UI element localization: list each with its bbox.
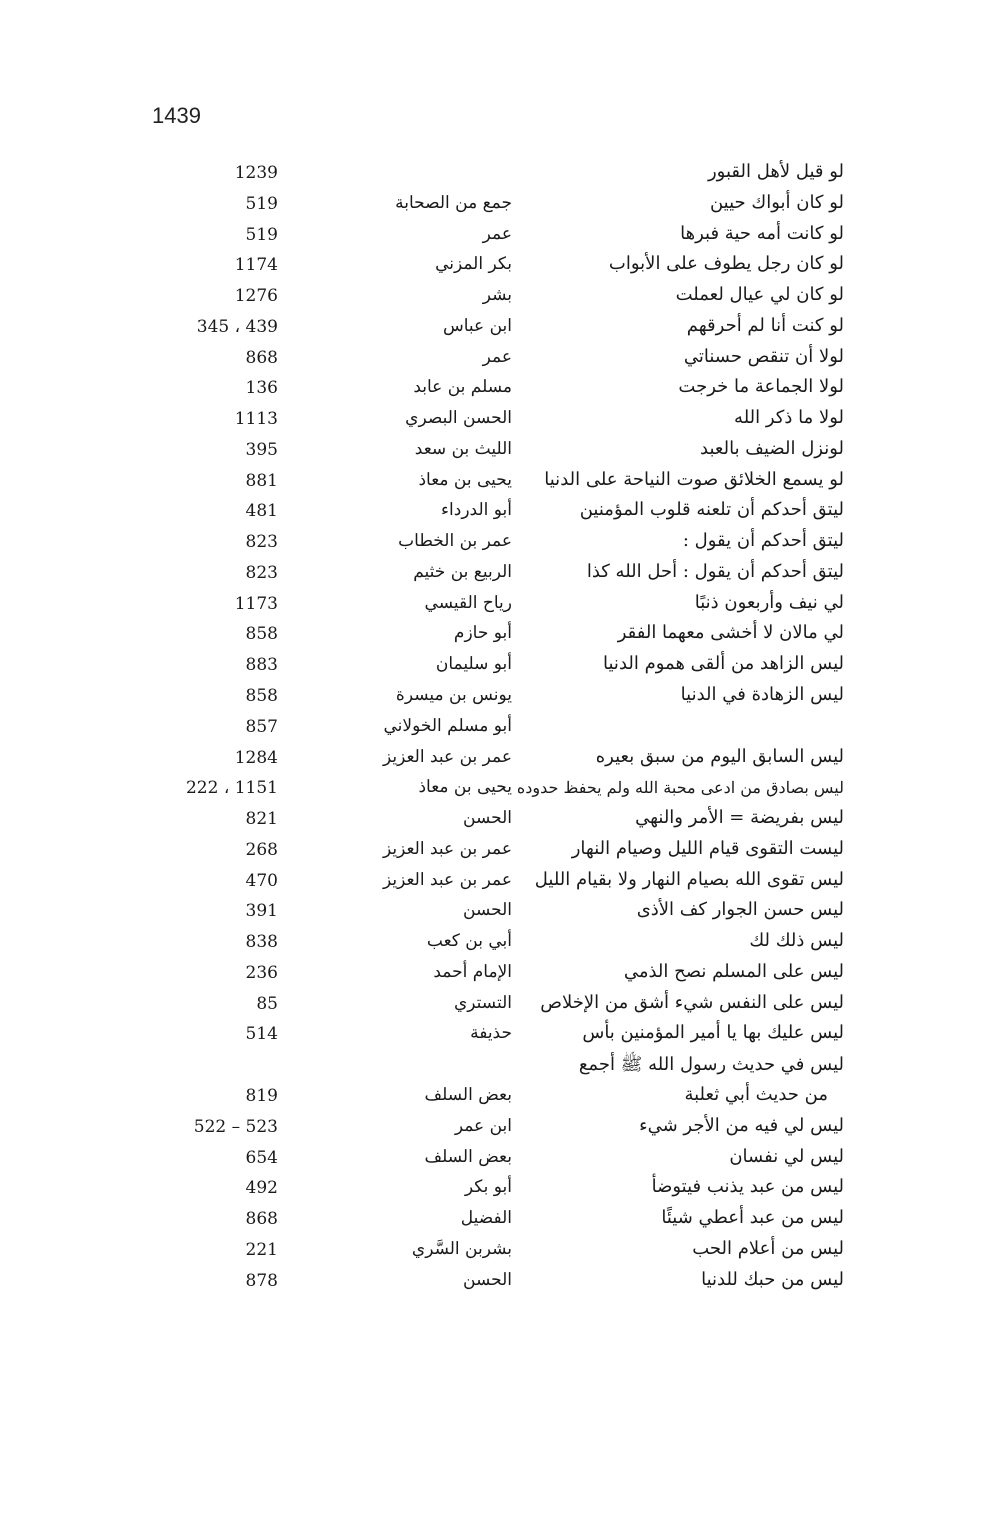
index-row xyxy=(0,1083,986,1114)
entry-narrator: يحيى بن معاذ xyxy=(418,777,512,798)
entry-phrase: ليس من عبد أعطي شيئًا xyxy=(661,1207,844,1229)
entry-narrator: ابن عباس xyxy=(442,315,512,336)
index-row xyxy=(0,468,986,499)
entry-phrase: لي مالان لا أخشى معهما الفقر xyxy=(617,622,844,644)
entry-narrator: أبو حازم xyxy=(453,623,512,644)
entry-page-ref: 878 xyxy=(245,1270,278,1291)
entry-narrator: بشربن السَّري xyxy=(411,1238,512,1259)
entry-phrase: لو كان أبواك حيين xyxy=(709,191,844,213)
entry-page-ref: 481 xyxy=(245,501,278,522)
entry-page-ref: 868 xyxy=(245,1209,278,1230)
page-number: 1439 xyxy=(152,103,201,128)
index-row xyxy=(0,1021,986,1052)
entry-page-ref: 1284 xyxy=(234,747,278,768)
entry-phrase: ليس تقوى الله بصيام النهار ولا بقيام الليل xyxy=(534,868,844,890)
entry-narrator: جمع من الصحابة xyxy=(395,192,512,213)
entry-page-ref: 1276 xyxy=(234,286,278,307)
entry-page-ref: 1113 xyxy=(234,409,278,430)
entry-phrase: ليس ذلك لك xyxy=(749,930,844,952)
entry-phrase: ليست التقوى قيام الليل وصيام النهار xyxy=(571,837,844,859)
index-row xyxy=(0,991,986,1022)
index-row xyxy=(0,1237,986,1268)
entry-page-ref: 236 xyxy=(245,962,278,983)
index-row xyxy=(0,806,986,837)
entry-page-ref: 345 ، 439 xyxy=(196,316,278,337)
index-row xyxy=(0,1052,986,1083)
entry-phrase: لولا أن تنقص حسناتي xyxy=(683,345,844,367)
entry-phrase: ليتق أحدكم أن يقول : xyxy=(682,530,844,552)
entry-page-ref: 821 xyxy=(245,809,278,830)
entry-phrase: ليس السابق اليوم من سبق بعيره xyxy=(595,745,844,767)
entry-page-ref: 823 xyxy=(245,562,278,583)
entry-page-ref: 492 xyxy=(245,1178,278,1199)
entry-phrase: ليس من حبك للدنيا xyxy=(701,1268,844,1290)
index-row xyxy=(0,714,986,745)
entry-narrator: الحسن xyxy=(463,900,512,921)
entry-narrator: الحسن البصري xyxy=(405,408,512,429)
entry-phrase: لو قيل لأهل القبور xyxy=(707,161,844,182)
index-row xyxy=(0,898,986,929)
entry-narrator: التستري xyxy=(453,992,512,1013)
entry-narrator: أبو بكر xyxy=(464,1177,512,1198)
entry-page-ref: 519 xyxy=(245,193,278,214)
index-row xyxy=(0,745,986,776)
entry-phrase: لونزل الضيف بالعبد xyxy=(700,437,844,459)
entry-phrase: ليتق أحدكم أن يقول : أحل الله كذا xyxy=(586,560,844,582)
entry-page-ref: 868 xyxy=(245,347,278,368)
entry-page-ref: 819 xyxy=(245,1085,278,1106)
entry-page-ref: 395 xyxy=(245,439,278,460)
index-row xyxy=(0,437,986,468)
entry-narrator: أبي بن كعب xyxy=(426,931,512,952)
index-row xyxy=(0,1114,986,1145)
entry-narrator: أبو سليمان xyxy=(435,654,512,675)
entry-page-ref: 881 xyxy=(245,470,278,491)
entry-narrator: بعض السلف xyxy=(424,1146,512,1167)
entry-page-ref: 858 xyxy=(245,624,278,645)
entry-narrator: أبو الدرداء xyxy=(441,500,512,521)
index-table xyxy=(0,160,986,1298)
entry-narrator: الحسن xyxy=(463,808,512,829)
entry-phrase: ليس حسن الجوار كف الأذى xyxy=(636,899,844,921)
entry-page-ref: 1239 xyxy=(234,163,278,183)
entry-page-ref: 883 xyxy=(245,655,278,676)
entry-narrator: عمر xyxy=(482,346,512,367)
entry-narrator: عمر بن عبد العزيز xyxy=(382,746,512,767)
index-row xyxy=(0,252,986,283)
entry-phrase: لو كنت أنا لم أحرقهم xyxy=(686,314,844,336)
entry-page-ref: 136 xyxy=(245,378,278,399)
entry-phrase: من حديث أبي ثعلبة xyxy=(684,1083,828,1105)
entry-narrator: أبو مسلم الخولاني xyxy=(383,715,512,736)
entry-narrator: بكر المزني xyxy=(435,254,512,275)
index-row xyxy=(0,591,986,622)
entry-phrase: لولا الجماعة ما خرجت xyxy=(678,376,844,398)
entry-phrase: ليس على المسلم نصح الذمي xyxy=(623,960,844,982)
entry-narrator: بشر xyxy=(482,285,512,306)
entry-narrator: عمر xyxy=(482,223,512,244)
entry-narrator: ابن عمر xyxy=(454,1115,512,1136)
entry-narrator: مسلم بن عابد xyxy=(413,377,512,398)
entry-phrase: ليس من أعلام الحب xyxy=(692,1237,844,1259)
entry-page-ref: 514 xyxy=(245,1024,278,1045)
entry-phrase: لو يسمع الخلائق صوت النياحة على الدنيا xyxy=(544,468,844,490)
entry-narrator: حذيفة xyxy=(470,1023,512,1044)
index-row xyxy=(0,406,986,437)
index-row xyxy=(0,1206,986,1237)
entry-page-ref: 1173 xyxy=(234,593,278,614)
entry-phrase: ليس في حديث رسول الله ﷺ أجمع xyxy=(578,1054,844,1076)
index-row xyxy=(0,621,986,652)
index-row xyxy=(0,160,986,191)
entry-page-ref: 519 xyxy=(245,224,278,245)
entry-phrase: ليس بفريضة = الأمر والنهي xyxy=(635,807,844,829)
entry-page-ref: 470 xyxy=(245,870,278,891)
entry-phrase: لولا ما ذكر الله xyxy=(734,407,844,429)
entry-phrase: لو كانت أمه حية فبرها xyxy=(680,222,844,244)
index-row xyxy=(0,652,986,683)
index-row xyxy=(0,222,986,253)
entry-phrase: ليس الزاهد من ألقى هموم الدنيا xyxy=(603,653,844,675)
index-row xyxy=(0,191,986,222)
index-row xyxy=(0,375,986,406)
entry-phrase: ليس عليك بها يا أمير المؤمنين بأس xyxy=(582,1022,844,1044)
index-row xyxy=(0,314,986,345)
index-row xyxy=(0,529,986,560)
entry-narrator: الفضيل xyxy=(460,1208,512,1229)
entry-page-ref: 221 xyxy=(245,1239,278,1260)
index-row xyxy=(0,345,986,376)
entry-phrase: لو كان رجل يطوف على الأبواب xyxy=(608,253,844,275)
entry-narrator: بعض السلف xyxy=(424,1084,512,1105)
index-row xyxy=(0,560,986,591)
entry-phrase: ليس لي فيه من الأجر شيء xyxy=(639,1114,844,1136)
index-row xyxy=(0,498,986,529)
entry-narrator: رياح القيسي xyxy=(424,592,512,613)
index-row xyxy=(0,960,986,991)
entry-phrase: ليس لي نفسان xyxy=(729,1145,844,1167)
index-row xyxy=(0,283,986,314)
index-row xyxy=(0,837,986,868)
entry-phrase: ليس على النفس شيء أشق من الإخلاص xyxy=(540,991,844,1013)
entry-phrase: ليس الزهادة في الدنيا xyxy=(680,684,844,706)
index-row xyxy=(0,1268,986,1299)
entry-phrase: ليس بصادق من ادعى محبة الله ولم يحفظ حدوده xyxy=(516,778,844,798)
entry-page-ref: 222 ، 1151 xyxy=(185,778,278,799)
entry-narrator: الليث بن سعد xyxy=(414,438,512,459)
entry-page-ref: 522 – 523 xyxy=(193,1116,278,1137)
index-row xyxy=(0,868,986,899)
entry-page-ref: 857 xyxy=(245,716,278,737)
entry-narrator: عمر بن عبد العزيز xyxy=(382,869,512,890)
index-row xyxy=(0,1145,986,1176)
entry-narrator: يحيى بن معاذ xyxy=(418,469,512,490)
entry-phrase: ليتق أحدكم أن تلعنه قلوب المؤمنين xyxy=(579,499,844,521)
entry-narrator: الحسن xyxy=(463,1269,512,1290)
entry-page-ref: 838 xyxy=(245,932,278,953)
entry-narrator: عمر بن الخطاب xyxy=(398,531,512,552)
entry-page-ref: 823 xyxy=(245,532,278,553)
entry-narrator: الربيع بن خثيم xyxy=(413,561,512,582)
index-row xyxy=(0,929,986,960)
entry-phrase: لي نيف وأربعون ذنبًا xyxy=(694,591,844,613)
entry-narrator: عمر بن عبد العزيز xyxy=(382,838,512,859)
entry-page-ref: 268 xyxy=(245,839,278,860)
entry-narrator: الإمام أحمد xyxy=(433,961,512,982)
entry-page-ref: 654 xyxy=(245,1147,278,1168)
entry-phrase: ليس من عبد يذنب فيتوضأ xyxy=(651,1176,844,1198)
entry-page-ref: 1174 xyxy=(234,255,278,276)
entry-page-ref: 85 xyxy=(256,993,278,1014)
index-row xyxy=(0,1175,986,1206)
entry-narrator: يونس بن ميسرة xyxy=(395,685,512,706)
index-row xyxy=(0,775,986,806)
entry-page-ref: 391 xyxy=(245,901,278,922)
entry-phrase: لو كان لي عيال لعملت xyxy=(675,284,844,306)
entry-page-ref: 858 xyxy=(245,686,278,707)
index-row xyxy=(0,683,986,714)
